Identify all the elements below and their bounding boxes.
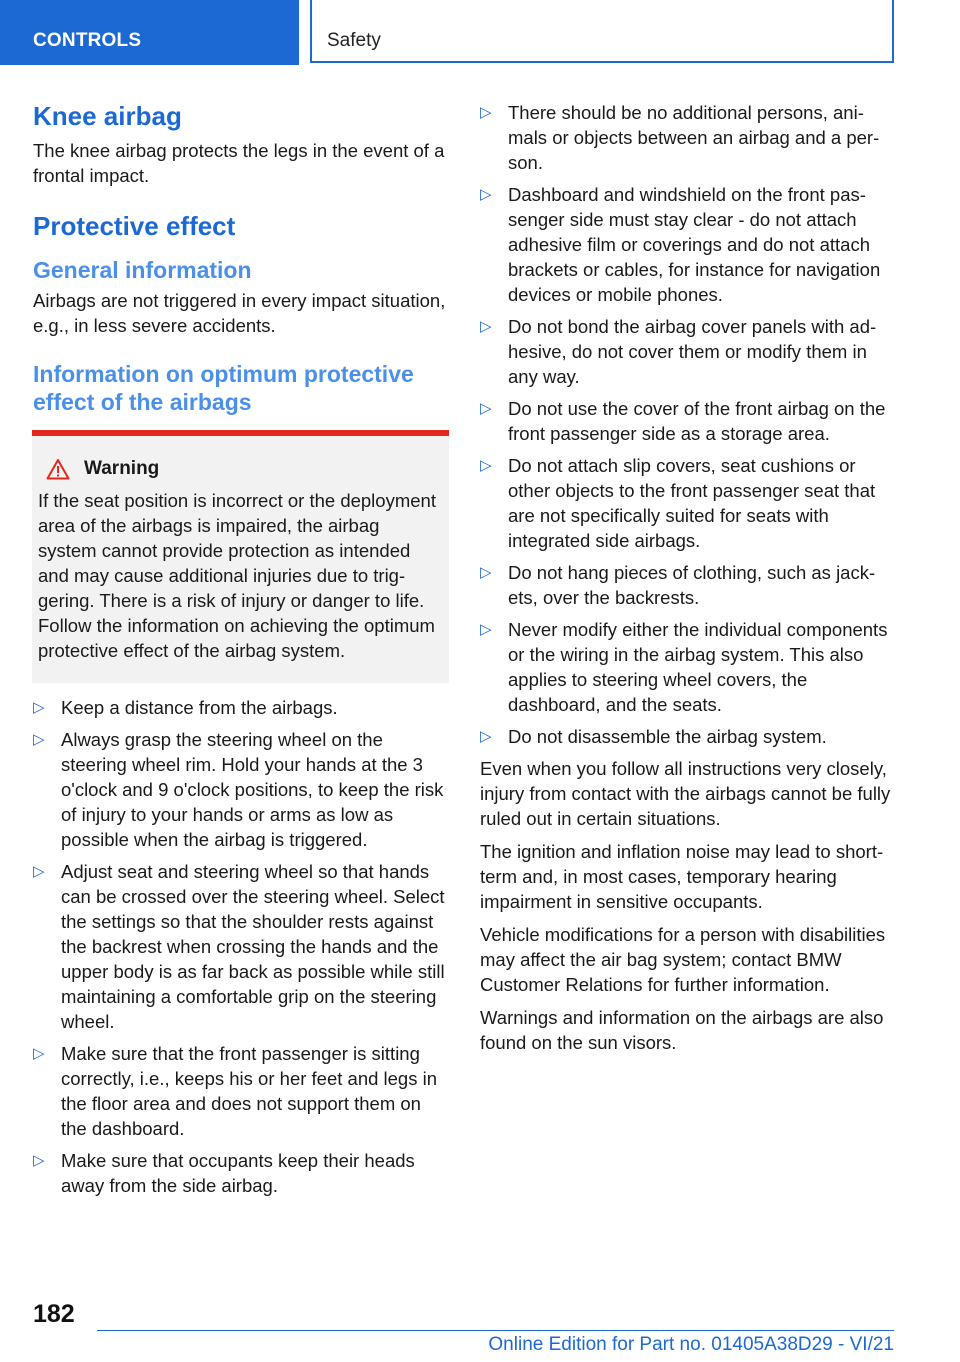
list-item-text: Never modify either the individual components or the wiring in the airbag system. This also applies to steering wheel covers, the dashboard, and the seats. bbox=[508, 619, 888, 715]
list-item bbox=[480, 453, 895, 553]
heading-general-information: General information bbox=[33, 257, 252, 283]
footer-edition: Online Edition for Part no. 01405A38D29 - VI/21 bbox=[488, 1334, 894, 1355]
header-section-label: CONTROLS bbox=[33, 30, 142, 51]
list-item-text: Always grasp the steering wheel on the steering wheel rim. Hold your hands at the 3 o'clock and 9 o'clock positions, to keep the risk of injury to your hands or arms as low as possible when the airbag is triggered. bbox=[61, 729, 444, 850]
list-item-text: Do not disassemble the airbag system. bbox=[508, 726, 827, 747]
list-item-text: Make sure that occupants keep their heads away from the side airbag. bbox=[61, 1150, 415, 1196]
warning-text: If the seat position is incorrect or the deployment area of the airbags is impaired, the airbag system cannot provide protection as intended and may cause additional injuries due to triggering. There is a risk of injury or danger to life. Follow the information on achieving the optimum protective effect of the airbag system. bbox=[38, 490, 436, 661]
list-item bbox=[480, 724, 895, 749]
list-item bbox=[480, 100, 895, 175]
list-item-text: Do not attach slip covers, seat cushions or other objects to the front passenger seat that are not specifically suited for seats with integrated side airbags. bbox=[508, 455, 876, 551]
bullet-triangle-icon: ▷ bbox=[480, 186, 492, 203]
list-item-text: Keep a distance from the airbags. bbox=[61, 697, 338, 718]
list-item bbox=[480, 560, 895, 610]
heading-knee-airbag: Knee airbag bbox=[33, 101, 182, 131]
bullet-triangle-icon: ▷ bbox=[33, 731, 45, 748]
list-item-text: Adjust seat and steering wheel so that hands can be crossed over the steering wheel. Select the settings so that the shoulder rests against the backrest when crossing the hands and the upper body is as far back as possible while still maintaining a comfortable grip on the steering wheel. bbox=[61, 861, 445, 1032]
list-item-text: There should be no additional persons, animals or objects between an airbag and a person. bbox=[508, 102, 880, 173]
list-item-text: Do not hang pieces of clothing, such as jackets, over the backrests. bbox=[508, 562, 876, 608]
list-item bbox=[33, 859, 448, 1034]
bullet-triangle-icon: ▷ bbox=[480, 400, 492, 417]
bullet-triangle-icon: ▷ bbox=[480, 318, 492, 335]
right-bullet-list bbox=[480, 100, 895, 749]
paragraph-knee-airbag: The knee airbag protects the legs in the event of a frontal impact. bbox=[33, 140, 445, 186]
paragraph-injury-risk: Even when you follow all instructions very closely, injury from contact with the airbags cannot be fully ruled out in certain situations. bbox=[480, 758, 891, 829]
list-item bbox=[33, 727, 448, 852]
bullet-triangle-icon: ▷ bbox=[33, 863, 45, 880]
paragraph-vehicle-modifications: Vehicle modifications for a person with disabilities may affect the air bag system; contact BMW Customer Relations for further information. bbox=[480, 924, 886, 995]
header-chapter-label: Safety bbox=[327, 30, 381, 51]
right-column bbox=[480, 100, 895, 1063]
paragraph-general-information: Airbags are not triggered in every impact situation, e.g., in less severe accidents. bbox=[33, 290, 446, 336]
left-bullet-list bbox=[33, 695, 448, 1198]
list-item-text: Do not use the cover of the front airbag on the front passenger side as a storage area. bbox=[508, 398, 886, 444]
bullet-triangle-icon: ▷ bbox=[480, 564, 492, 581]
paragraph-noise: The ignition and inflation noise may lead to short-term and, in most cases, temporary hearing impairment in sensitive occupants. bbox=[480, 841, 884, 912]
warning-triangle-icon bbox=[46, 458, 70, 480]
heading-optimum-protective-effect: Information on optimum protective effect of the airbags bbox=[33, 361, 414, 415]
list-item bbox=[480, 617, 895, 717]
list-item bbox=[480, 182, 895, 307]
bullet-triangle-icon: ▷ bbox=[480, 457, 492, 474]
list-item bbox=[480, 396, 895, 446]
paragraph-sun-visors: Warnings and information on the airbags are also found on the sun visors. bbox=[480, 1007, 884, 1053]
list-item bbox=[480, 314, 895, 389]
bullet-triangle-icon: ▷ bbox=[33, 1152, 45, 1169]
list-item bbox=[33, 1148, 448, 1198]
page-number: 182 bbox=[33, 1300, 75, 1328]
bullet-triangle-icon: ▷ bbox=[33, 699, 45, 716]
warning-box bbox=[32, 430, 449, 683]
left-column bbox=[33, 100, 448, 1205]
list-item-text: Dashboard and windshield on the front passenger side must stay clear - do not attach adhesive film or coverings and do not attach brackets or cables, for instance for navigation devices or mobile phones. bbox=[508, 184, 881, 305]
bullet-triangle-icon: ▷ bbox=[480, 104, 492, 121]
list-item-text: Make sure that the front passenger is sitting correctly, i.e., keeps his or her feet and legs in the floor area and does not support them on the dashboard. bbox=[61, 1043, 438, 1139]
bullet-triangle-icon: ▷ bbox=[480, 621, 492, 638]
list-item-text: Do not bond the airbag cover panels with adhesive, do not cover them or modify them in any way. bbox=[508, 316, 877, 387]
header-chapter-tab bbox=[310, 0, 894, 63]
heading-protective-effect: Protective effect bbox=[33, 211, 236, 241]
list-item bbox=[33, 695, 448, 720]
warning-title: Warning bbox=[84, 458, 160, 479]
list-item bbox=[33, 1041, 448, 1141]
footer-divider bbox=[97, 1330, 894, 1331]
bullet-triangle-icon: ▷ bbox=[33, 1045, 45, 1062]
warning-title-row bbox=[46, 458, 443, 480]
bullet-triangle-icon: ▷ bbox=[480, 728, 492, 745]
header-section-tab bbox=[0, 0, 299, 65]
